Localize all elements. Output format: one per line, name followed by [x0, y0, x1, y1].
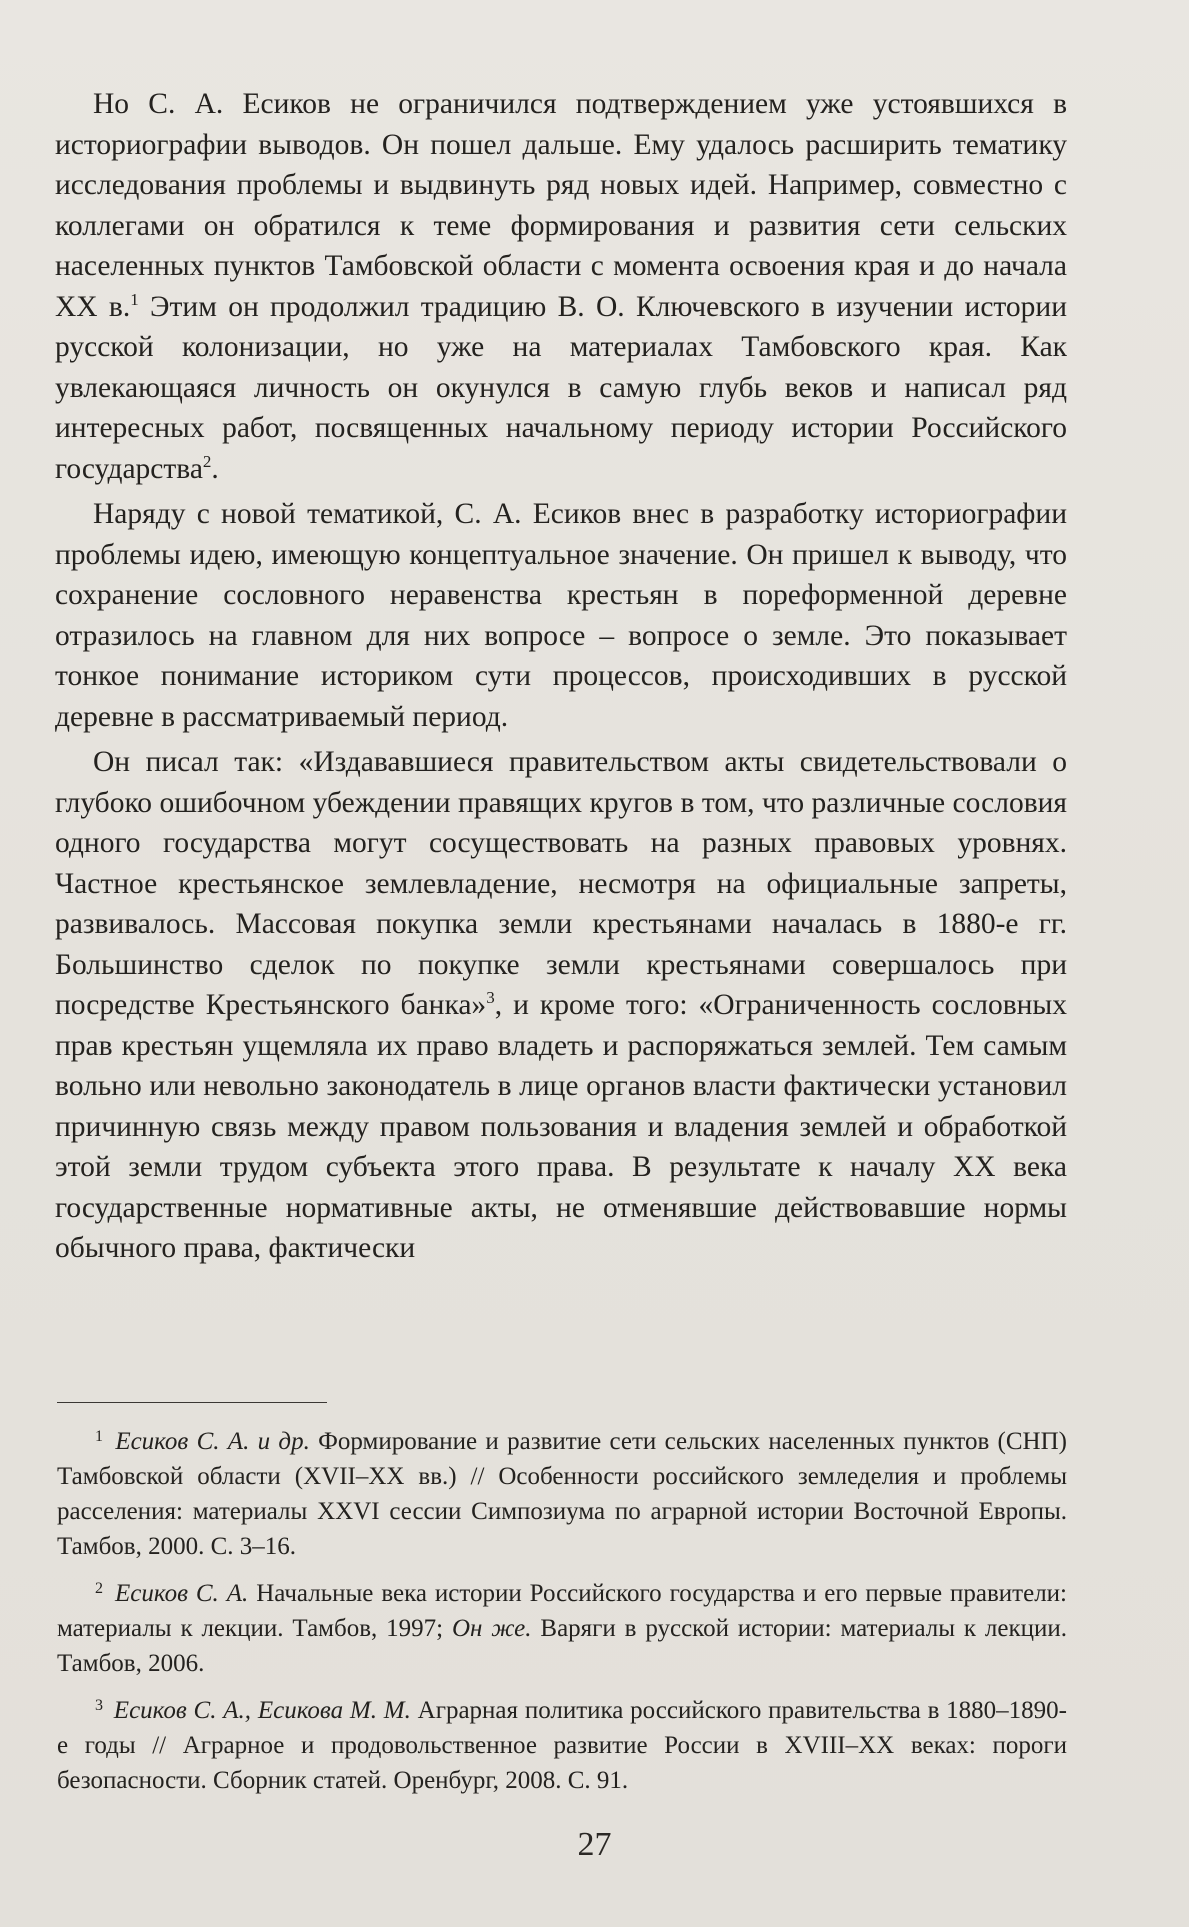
paragraph [55, 742, 1067, 1269]
footnote-ref: 3 [486, 988, 495, 1007]
footnotes [57, 1419, 1067, 1798]
paragraph-text: , и кроме того: «Ограниченность сословных прав крестьян ущемляла их право владеть и распоряжаться землей. Тем самым вольно или невольно законодатель в лице органов власти фактически установил причинную связь между правом пользования и владения землей и обработкой этой земли трудом субъекта этого права. В результате к началу XX века государственные нормативные акты, не отменявшие действовавшие нормы обычного права, фактически [55, 989, 1067, 1264]
paragraph-text: Наряду с новой тематикой, С. А. Есиков внес в разработку историографии проблемы идею, имеющую концептуальное значение. Он пришел к выводу, что сохранение сословного неравенства крестьян в пореформенной деревне отразилось на главном для них вопросе – вопросе о земле. Это показывает тонкое понимание историком сути процессов, происходивших в русской деревне в рассматриваемый период. [55, 498, 1067, 733]
footnote-number: 3 [95, 1697, 103, 1714]
footnote-ref: 1 [130, 289, 139, 309]
footnote [57, 1419, 1067, 1564]
page-number: 27 [577, 1826, 612, 1863]
paragraph [55, 84, 1067, 489]
footnote [57, 1688, 1067, 1798]
footnote-text: Формирование и развитие сети сельских населенных пунктов (СНП) Тамбовской области (XVII–XX вв.) // Особенности российского земледелия и проблемы расселения: материалы XXVI сессии Симпозиума по аграрной истории Восточной Европы. Тамбов, 2000. С. 3–16. [57, 1428, 1067, 1560]
footnote-number: 2 [95, 1580, 103, 1597]
paragraph-text: . [211, 452, 219, 485]
paragraph-text: Он писал так: «Издававшиеся правительством акты свидетельствовали о глубоко ошибочном убеждении правящих кругов в том, что различные сословия одного государства могут сосуществовать на разных правовых уровнях. Частное крестьянское землевладение, несмотря на официальные запреты, развивалось. Массовая покупка земли крестьянами началась в 1880-е гг. Большинство сделок по покупке земли крестьянами совершалось при посредстве Крестьянского банка» [55, 746, 1067, 1021]
footnote-author: Есиков С. А., Есикова М. М. [113, 1697, 411, 1724]
footnote-author: Есиков С. А. и др. [115, 1428, 310, 1455]
paragraph-text: Этим он продолжил традицию В. О. Ключевского в изучении истории русской колонизации, но уже на материалах Тамбовского края. Как увлекающаяся личность он окунулся в самую глубь веков и написал ряд интересных работ, посвященных начальному периоду истории Российского государства [55, 290, 1067, 485]
footnote-author: Он же. [451, 1615, 532, 1642]
footnote-text: Варяги в русской истории: материалы к лекции. Тамбов, 2006. [57, 1615, 1068, 1677]
footnote-text: Аграрная политика российского правительства в 1880–1890-е годы // Аграрное и продовольственное развитие России в XVIII–XX веках: пороги безопасности. Сборник статей. Оренбург, 2008. С. 91. [57, 1697, 1068, 1794]
footnote-number: 1 [95, 1428, 103, 1445]
paragraph [55, 494, 1067, 737]
footnote-ref: 2 [202, 451, 212, 471]
main-text [55, 84, 1067, 1269]
footnote-text: Начальные века истории Российского государства и его первые правители: материалы к лекции. Тамбов, 1997; [57, 1580, 1067, 1642]
footnote-separator [57, 1402, 327, 1403]
footnote-author: Есиков С. А. [114, 1580, 249, 1607]
paragraph-text: Но С. А. Есиков не ограничился подтверждением уже устоявшихся в историографии выводов. Он пошел дальше. Ему удалось расширить тематику исследования проблемы и выдвинуть ряд новых идей. Например, совместно с коллегами он обратился к теме формирования и развития сети сельских населенных пунктов Тамбовской области с момента освоения края и до начала XX в. [55, 88, 1067, 323]
footnote [57, 1571, 1067, 1681]
